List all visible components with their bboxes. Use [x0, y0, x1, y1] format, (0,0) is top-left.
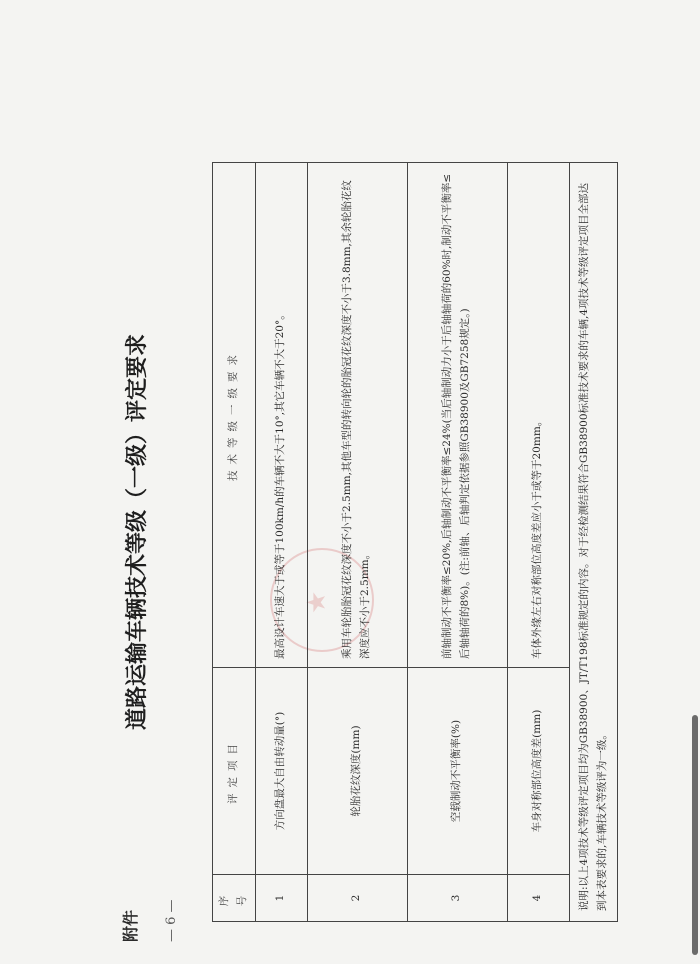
row-item: 方向盘最大自由转动量(°): [255, 668, 307, 875]
requirements-table: [212, 162, 618, 922]
table-row: [407, 163, 507, 922]
table-note-row: [569, 163, 618, 922]
row-item: 车身对称部位高度差(mm): [507, 668, 569, 875]
header-requirement: 技术等级一级要求: [213, 163, 256, 668]
page-title: 道路运输车辆技术等级（一级）评定要求: [125, 334, 150, 731]
table-note: 说明:以上4项技术等级评定项目均为GB38900、JT/T198标准规定的内容。对于经检测结果符合GB38900标准技术要求的车辆,4项技术等级评定项目全部达到本表要求的,车辆技术等级评为一级。: [569, 163, 618, 922]
row-no: 3: [407, 875, 507, 922]
row-no: 2: [307, 875, 407, 922]
rotated-page-content: [80, 2, 620, 942]
row-requirement: 车体外缘左右对称部位高度差应小于或等于20mm。: [507, 163, 569, 668]
page-number: — 6 —: [164, 899, 179, 942]
header-item: 评定项目: [213, 668, 256, 875]
row-requirement: 最高设计车速大于或等于100km/h的车辆不大于10°,其它车辆不大于20°。: [255, 163, 307, 668]
table-header-row: [213, 163, 256, 922]
scrollbar-thumb[interactable]: [692, 715, 698, 955]
row-requirement: 乘用车轮胎胎冠花纹深度不小于2.5mm,其他车型的转向轮的胎冠花纹深度不小于3.8mm,其余轮胎花纹深度应不小于2.5mm。: [307, 163, 407, 668]
row-no: 1: [255, 875, 307, 922]
header-serial: 序号: [213, 875, 256, 922]
table-row: [255, 163, 307, 922]
row-item: 轮胎花纹深度(mm): [307, 668, 407, 875]
attachment-label: 附件: [121, 909, 140, 942]
row-item: 空载制动不平衡率(%): [407, 668, 507, 875]
table-row: [307, 163, 407, 922]
row-no: 4: [507, 875, 569, 922]
row-requirement: 前轴制动不平衡率≤20%,后轴制动不平衡率≤24%(当后轴制动力小于后轴轴荷的60%时,制动不平衡率≤后轴轴荷的8%)。(注:前轴、后轴判定依据参照GB38900及GB7258规定。): [407, 163, 507, 668]
table-row: [507, 163, 569, 922]
